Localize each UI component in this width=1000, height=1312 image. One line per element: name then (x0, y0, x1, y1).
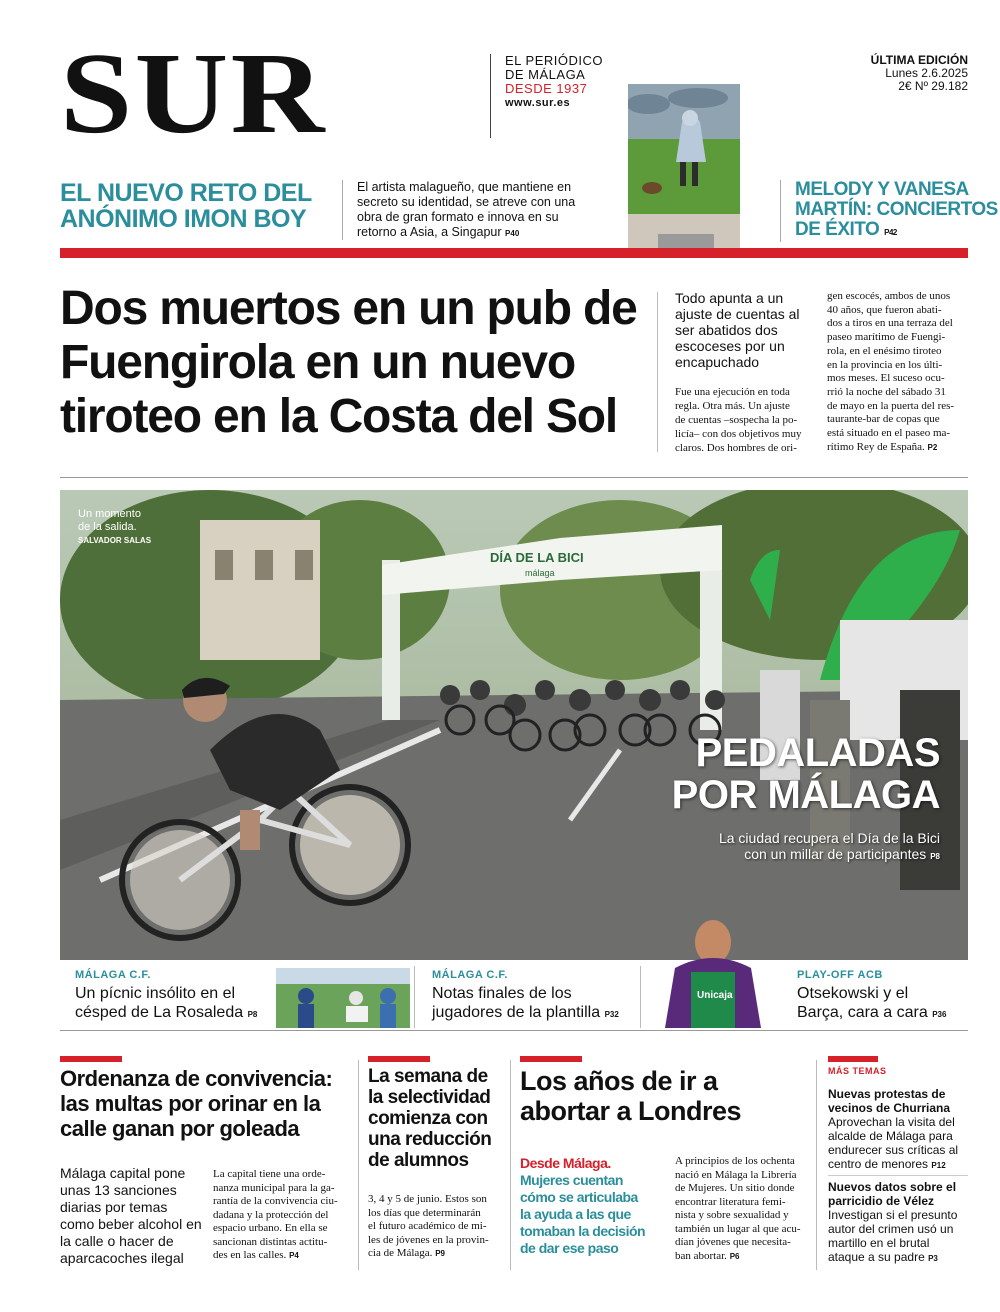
masthead-tagline (505, 54, 603, 110)
strip-text-1 (75, 984, 257, 1024)
strip-1-line-2: césped de La Rosaleda (75, 1004, 244, 1021)
teaser-divider-right (780, 180, 781, 242)
more-item-2-body-line: autor del crimen usó un (828, 1222, 954, 1236)
lead-col2-line: dos a tiros en una terraza del (827, 317, 953, 330)
more-item-2-body-line: Investigan si el presunto (828, 1208, 958, 1222)
story-a-head-3: calle ganan por goleada (60, 1116, 300, 1141)
more-item-1-body-line: Aprovechan la visita del (828, 1115, 955, 1129)
story-a-sub-line: Málaga capital pone (60, 1165, 186, 1181)
story-c-body-line: A principios de los ochenta (675, 1155, 795, 1167)
jersey-text: Unicaja (697, 990, 733, 1001)
lead-col1-line: de cuentas –sospecha la po- (675, 414, 798, 426)
story-b-head-line: comienza con (368, 1108, 488, 1129)
lead-col2-line: taurante-bar de copas que (827, 413, 940, 426)
lead-sub-3: ser abatidos dos (675, 322, 778, 338)
story-c-sub-line: de dar ese paso (520, 1240, 619, 1256)
lead-sub-1: Todo apunta a un (675, 290, 784, 306)
edition-label: ÚLTIMA EDICIÓN (870, 53, 968, 67)
story-a-sub-line: aparcacoches ilegal (60, 1250, 184, 1266)
teaser-left-text-3: obra de gran formato e innova en su (357, 210, 559, 224)
lead-col2-line: paseo marítimo de Fuengi- (827, 331, 946, 344)
photo-headline-1: PEDALADAS (695, 731, 940, 775)
lead-col2-line: gen escocés, ambos de unos (827, 290, 951, 302)
story-c-body-line: encontrar literatura femi- (675, 1195, 786, 1208)
lead-sub-5: encapuchado (675, 354, 760, 370)
more-item-1-page[interactable]: P12 (931, 1161, 946, 1170)
teaser-left-text-2: secreto su identidad, se atreve con una (357, 195, 576, 209)
story-c-head-2: abortar a Londres (520, 1096, 742, 1126)
story-a-body-line: nanza municipal para la ga- (213, 1181, 335, 1194)
story-c-sub-line: Mujeres cuentan (520, 1172, 623, 1188)
story-c-body-line: de Mujeres. Un sitio donde (675, 1182, 795, 1194)
lead-col2-line: rola, en el enésimo tiroteo (827, 344, 942, 357)
story-c-body (675, 1155, 815, 1263)
strip-2-line-2: jugadores de la plantilla (432, 1004, 601, 1021)
teaser-left-text (357, 180, 597, 241)
more-divider (816, 1060, 817, 1270)
strip-1-photo (276, 968, 410, 1028)
photo-credit: SALVADOR SALAS (78, 536, 152, 545)
more-item-2-body-line: ataque a su padre (828, 1250, 925, 1264)
lead-sub-4: escoceses por un (675, 338, 785, 354)
more-item-1-body-line: alcalde de Málaga para (828, 1129, 953, 1143)
strip-1-line-1: Un pícnic insólito en el (75, 985, 236, 1002)
basketball-player-illustration (655, 912, 785, 1028)
teaser-right-title-1: MELODY Y VANESA (795, 179, 969, 200)
arch-title: DÍA DE LA BICI (490, 550, 584, 565)
lead-subhead (675, 290, 800, 370)
story-c-body-line: también un lugar al que acu- (675, 1222, 801, 1235)
story-b-body-line: los días que determinarán (368, 1206, 481, 1219)
story-c-body-line: nista y sobre sexualidad y (675, 1209, 789, 1221)
photo-headline[interactable] (672, 732, 940, 816)
story-c-headline[interactable] (520, 1066, 741, 1126)
story-b-body-line: les de jóvenes en la provin- (368, 1233, 489, 1246)
story-c-sub-line: cómo se articulaba (520, 1189, 638, 1205)
masthead-url[interactable]: www.sur.es (505, 97, 571, 109)
story-a-body-line: rantía de la convivencia ciu- (213, 1195, 338, 1207)
teaser-left-text-4: retorno a Asia, a Singapur (357, 225, 502, 239)
teaser-divider-left (342, 180, 343, 240)
strip-label-3: PLAY-OFF ACB (797, 969, 883, 981)
story-b-head-line: de alumnos (368, 1150, 469, 1171)
story-c-head-1: Los años de ir a (520, 1066, 718, 1096)
more-item-2-body-line: martillo en el brutal (828, 1236, 930, 1250)
story-c-subhead (520, 1155, 670, 1257)
lead-col2-line: rrió la noche del sábado 31 (827, 385, 946, 398)
strip-label-2: MÁLAGA C.F. (432, 969, 508, 981)
more-separator (828, 1175, 968, 1176)
story-a-sub-line: unas 13 sanciones (60, 1182, 177, 1198)
lead-col1-line: regla. Otra más. Un ajuste (675, 400, 790, 412)
strip-3-page[interactable]: P36 (932, 1010, 947, 1019)
photo-subhead (719, 830, 940, 865)
story-a-body-line: des en las calles. (213, 1249, 287, 1261)
lead-col2-line: mos meses. El suceso ocu- (827, 372, 945, 385)
masthead-logo[interactable]: SUR (60, 30, 327, 158)
more-item-1-body-line: centro de menores (828, 1157, 929, 1171)
lead-headline-1: Dos muertos en un pub de (60, 282, 637, 335)
story-c-redbar (520, 1056, 582, 1062)
story-a-body-line: La capital tiene una orde- (213, 1168, 326, 1180)
teaser-right-page[interactable]: P42 (884, 228, 897, 237)
story-b-divider (358, 1060, 359, 1270)
lead-col1-line: licía– con dos objetivos muy (675, 428, 802, 440)
story-a-subhead (60, 1165, 205, 1267)
story-c-body-line: ban abortar. (675, 1249, 727, 1262)
picnic-illustration (276, 968, 410, 1028)
teaser-right-title[interactable] (795, 180, 998, 243)
tagline-line-2: DE MÁLAGA (505, 67, 586, 82)
lead-col2-line: en la provincia en los últi- (827, 358, 943, 371)
more-item-1-head-line: Nuevas protestas de (828, 1087, 946, 1101)
lead-headline-2: Fuengirola en un nuevo (60, 336, 575, 389)
more-item-2-head-line: Nuevos datos sobre el (828, 1180, 957, 1194)
story-a-redbar (60, 1056, 122, 1062)
strip-item-2[interactable] (420, 966, 640, 1028)
strip-divider (640, 966, 641, 1028)
more-item-2-head-line: parricidio de Vélez (828, 1194, 935, 1208)
more-item-2-page[interactable]: P3 (928, 1254, 938, 1263)
lead-sub-2: ajuste de cuentas al (675, 306, 800, 322)
story-a-body-line: dadana y la protección del (213, 1208, 329, 1221)
more-item-2[interactable] (828, 1180, 978, 1266)
more-item-1-body-line: endurecer sus críticas al (828, 1143, 959, 1157)
strip-item-3[interactable] (782, 966, 968, 1028)
photo-sub-1: La ciudad recupera el Día de la Bici (718, 830, 940, 846)
edition-price-number: 2€ Nº 29.182 (898, 79, 968, 93)
strip-3-line-2: Barça, cara a cara (797, 1004, 928, 1021)
teaser-left-title-2: ANÓNIMO IMON BOY (60, 205, 307, 233)
strip-3-line-1: Otsekowski y el (797, 985, 909, 1002)
story-a-head-1: Ordenanza de convivencia: (60, 1066, 333, 1091)
teaser-strip (60, 960, 968, 1030)
lead-body-col1 (675, 385, 815, 455)
strip-2-line-1: Notas finales de los (432, 985, 572, 1002)
lead-bottom-rule (60, 477, 968, 478)
lead-headline[interactable] (60, 282, 637, 444)
photo-page[interactable]: P8 (930, 852, 940, 861)
story-c-kicker: Desde Málaga. (520, 1155, 611, 1171)
story-c-sub-line: tomaban la decisión (520, 1223, 646, 1239)
photo-sub-2: con un millar de participantes (744, 846, 927, 862)
story-b-headline[interactable] (368, 1066, 491, 1171)
lead-divider (657, 292, 658, 452)
story-b-body-line: 3, 4 y 5 de junio. Estos son (368, 1193, 487, 1205)
tagline-since: DESDE 1937 (505, 81, 588, 96)
strip-text-3 (797, 984, 946, 1024)
lead-col1-line: Fue una ejecución en toda (675, 386, 790, 398)
story-b-body (368, 1193, 508, 1261)
teaser-left-text-1: El artista malagueño, que mantiene en (357, 180, 572, 194)
lead-headline-3: tiroteo en la Costa del Sol (60, 390, 618, 443)
strip-3-photo (655, 912, 785, 1028)
story-c-page[interactable]: P6 (729, 1251, 740, 1261)
teaser-right-title-3: DE ÉXITO (795, 219, 880, 240)
story-a-body (213, 1168, 358, 1263)
story-a-body-line: espacio urbano. En ella se (213, 1222, 328, 1234)
story-b-body-line: el futuro académico de mi- (368, 1220, 487, 1232)
more-item-2-head (828, 1180, 978, 1208)
strip-bottom-rule (60, 1030, 968, 1031)
teaser-left-title[interactable] (60, 180, 312, 232)
photo-caption (78, 508, 151, 547)
story-c-body-line: nació en Málaga la Librería (675, 1168, 797, 1181)
masthead-red-bar (60, 248, 968, 258)
lead-col1-line: claros. Dos hombres de ori- (675, 442, 797, 454)
edition-box (871, 54, 968, 93)
story-b-head-line: la selectividad (368, 1087, 491, 1108)
more-item-1-head-line: vecinos de Churriana (828, 1101, 951, 1115)
main-photo[interactable] (60, 490, 968, 960)
arch-subtitle: málaga (525, 568, 555, 578)
story-a-headline[interactable] (60, 1066, 350, 1141)
more-item-2-body (828, 1208, 978, 1266)
teaser-left-title-1: EL NUEVO RETO DEL (60, 179, 312, 207)
strip-2-page[interactable]: P32 (604, 1010, 619, 1019)
teaser-right-title-2: MARTÍN: CONCIERTOS (795, 199, 998, 220)
story-a-body-line: sancionan distintas actitu- (213, 1235, 328, 1248)
story-b-head-line: una reducción (368, 1129, 492, 1150)
photo-caption-1: Un momento (78, 508, 141, 520)
story-c-divider (510, 1060, 511, 1270)
more-label: MÁS TEMAS (828, 1066, 887, 1076)
imon-boy-illustration (628, 84, 740, 256)
masthead-divider (490, 54, 491, 138)
lead-col2-line: de mayo en la puerta del res- (827, 399, 955, 412)
story-a-sub-line: la calle o hacer de (60, 1233, 174, 1249)
photo-caption-2: de la salida. (78, 521, 137, 533)
strip-label-1: MÁLAGA C.F. (75, 969, 151, 981)
more-item-1[interactable] (828, 1087, 978, 1173)
lead-col2-line: rítimo Rey de España. (827, 440, 925, 453)
more-item-1-body (828, 1115, 978, 1173)
story-a-head-2: las multas por orinar en la (60, 1091, 321, 1116)
lead-body-col2 (827, 290, 972, 454)
teaser-left-page[interactable]: P40 (505, 229, 520, 238)
more-redbar (828, 1056, 878, 1062)
story-a-sub-line: diarias por temas (60, 1199, 168, 1215)
story-b-page[interactable]: P9 (435, 1249, 445, 1258)
imon-boy-photo[interactable] (628, 84, 740, 256)
lead-page[interactable]: P2 (927, 442, 938, 452)
photo-headline-2: POR MÁLAGA (671, 773, 940, 817)
story-b-redbar (368, 1056, 430, 1062)
cyclists-illustration (60, 490, 968, 960)
strip-1-page[interactable]: P8 (247, 1010, 258, 1019)
story-a-page[interactable]: P4 (289, 1251, 299, 1260)
story-c-body-line: dían jóvenes que necesita- (675, 1236, 791, 1248)
strip-text-2 (432, 984, 642, 1024)
lead-col2-line: está situado en el paseo ma- (827, 427, 951, 440)
tagline-line-1: EL PERIÓDICO (505, 53, 603, 68)
more-item-1-head (828, 1087, 978, 1115)
story-b-body-line: cia de Málaga. (368, 1247, 433, 1259)
strip-item-1[interactable] (60, 966, 415, 1028)
story-c-sub-line: la ayuda a las que (520, 1206, 631, 1222)
lead-col2-line: 40 años, que fueron abati- (827, 303, 942, 316)
edition-date: Lunes 2.6.2025 (885, 66, 968, 80)
story-b-head-line: La semana de (368, 1066, 488, 1087)
story-a-sub-line: como beber alcohol en (60, 1216, 202, 1232)
